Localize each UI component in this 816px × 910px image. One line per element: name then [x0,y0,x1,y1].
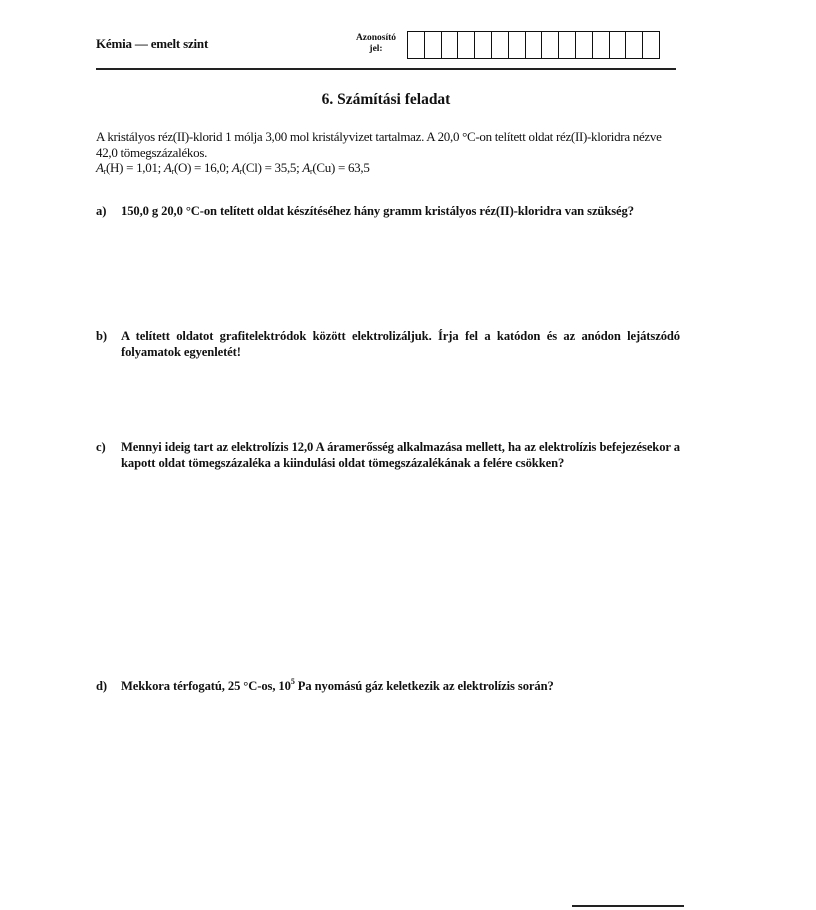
task-text [121,678,680,694]
atomic-mass-value: (Cl) = 35,5; [241,160,303,175]
id-box[interactable] [593,32,610,58]
atomic-mass-symbol: A [163,160,172,175]
id-label [345,33,407,55]
id-box[interactable] [576,32,593,58]
atomic-mass-subscript: r [171,167,174,176]
atomic-mass [96,160,164,175]
atomic-mass-subscript: r [103,167,107,176]
exponent: 5 [290,677,295,686]
id-box[interactable] [408,32,425,58]
id-box[interactable] [559,32,576,58]
id-box[interactable] [425,32,442,58]
id-boxes[interactable] [407,31,660,59]
id-box[interactable] [626,32,643,58]
id-box[interactable] [442,32,459,58]
atomic-mass-subscript: r [310,167,313,176]
intro-text [96,129,686,176]
task-b [96,328,680,360]
task-text: A telített oldatot grafitelektródok között elektrolizáljuk. Írja fel a katódon és az anódon lejátszódó folyamatok egyenletét! [121,329,680,359]
task-text: Mennyi ideig tart az elektrolízis 12,0 A áramerősség alkalmazása mellett, ha az elektrolízis befejezésekor a kapott oldat tömegszázaléka a kiindulási oldat tömegszázalékának a felére csökken? [121,440,680,470]
atomic-mass-symbol: A [231,160,240,175]
id-box[interactable] [643,32,660,58]
footer-divider [572,905,684,907]
task-text-after: Pa nyomású gáz keletkezik az elektrolízis során? [294,679,554,693]
atomic-mass [164,160,232,175]
task-text: 150,0 g 20,0 °C-on telített oldat készítéséhez hány gramm kristályos réz(II)-kloridra van szükség? [121,204,634,218]
header-subject: Kémia — emelt szint [96,36,209,51]
id-box[interactable] [475,32,492,58]
header-divider [96,68,676,70]
id-box[interactable] [509,32,526,58]
task-a [96,203,680,219]
id-box[interactable] [526,32,543,58]
atomic-mass-value: (O) = 16,0; [173,160,232,175]
id-label-line2: jel: [369,44,383,54]
task-letter: d) [96,679,107,693]
atomic-mass-subscript: r [239,167,242,176]
atomic-mass-symbol: A [302,160,311,175]
task-c [96,439,680,471]
atomic-mass-value: (Cu) = 63,5 [312,160,370,175]
id-box[interactable] [542,32,559,58]
intro-statement: A kristályos réz(II)-klorid 1 mólja 3,00 mol kristályvizet tartalmaz. A 20,0 °C-on telített oldat réz(II)-kloridra nézve 42,0 tömegszázalékos. [96,129,662,160]
atomic-mass [302,160,369,175]
task-letter: c) [96,440,106,454]
id-box[interactable] [492,32,509,58]
task-letter: b) [96,329,107,343]
atomic-mass [232,160,303,175]
atomic-mass-symbol: A [96,160,104,175]
task-letter: a) [96,204,107,218]
atomic-masses [96,160,686,176]
task-d [96,678,680,694]
id-label-line1: Azonosító [355,33,397,43]
id-box[interactable] [458,32,475,58]
task-text-before: Mekkora térfogatú, 25 °C-os, 10 [121,679,291,693]
page-title: 6. Számítási feladat [321,91,451,108]
atomic-mass-value: (H) = 1,01; [106,160,164,175]
id-box[interactable] [610,32,627,58]
